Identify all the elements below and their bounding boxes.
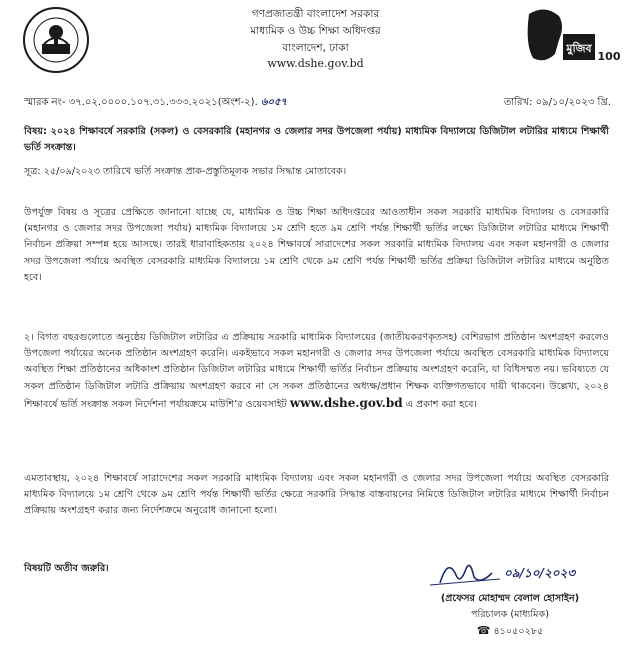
phone-number: ৪১০৫০২৮৫ (493, 626, 544, 637)
signatory-designation: পরিচালক (মাধ্যমিক) (471, 609, 549, 620)
signatory-phone (400, 623, 620, 640)
paragraph-2-website-link[interactable]: www.dshe.gov.bd (289, 395, 403, 410)
mujib-logo-text: মুজিব (566, 42, 592, 55)
signature-image (400, 555, 620, 591)
memo-date (504, 95, 611, 112)
urgent-note: বিষয়টি অতীব জরুরি। (24, 563, 109, 574)
subject-label: বিষয়: (24, 126, 47, 137)
source-reference: সূত্র: ২৫/০৯/২০২৩ তারিখে ভর্তি সংক্রান্ত প্রাক-প্রস্তুতিমূলক সভার সিদ্ধান্ত মোতাবেক। (24, 166, 347, 177)
header-directorate: মাধ্যমিক ও উচ্চ শিক্ষা অধিদপ্তর (250, 25, 381, 37)
header-location: বাংলাদেশ, ঢাকা (282, 42, 349, 54)
date-label: তারিখ: (503, 97, 533, 108)
mujib-100-logo (515, 4, 623, 74)
signature-block (400, 555, 620, 645)
header-website-link[interactable]: www.dshe.gov.bd (267, 57, 364, 70)
paragraph-2 (24, 330, 609, 413)
telephone-icon: ☎ (476, 624, 491, 637)
header-govt: গণপ্রজাতন্ত্রী বাংলাদেশ সরকার (251, 8, 380, 20)
paragraph-1: উপর্যুক্ত বিষয় ও সূত্রের প্রেক্ষিতে জানানো যাচ্ছে যে, মাধ্যমিক ও উচ্চ শিক্ষা অধিদপ্তরের আওতাধীন সকল সরকারি মাধ্যমিক বিদ্যালয় ও বেসরকারি (মহানগর ও জেলার সদর উপজেলা পর্যায়) মাধ্যমিক বিদ্যালয়ে ১ম শ্রেণি হতে ৯ম শ্রেণি পর্যন্ত শিক্ষার্থী ভর্তির লক্ষ্যে ডিজিটাল লটারির মাধ্যমে শিক্ষার্থী নির্বাচন প্রক্রিয়া সম্পন্ন হয়ে আসছে। তারই ধারাবাহিকতায় ২০২৪ শিক্ষাবর্ষে সারাদেশের সকল সরকারি মাধ্যমিক বিদ্যালয় এবং সকল মহানগরী ও জেলার সদর উপজেলা পর্যায়ে অবস্থিত বেসরকারি মাধ্যমিক বিদ্যালয়ে ১ম শ্রেণি থেকে ৯ম শ্রেণি পর্যন্ত শিক্ষার্থী ভর্তির প্রক্রিয়া ডিজিটাল লটারির মাধ্যমে অনুষ্ঠিত হবে। (24, 207, 609, 283)
memo-number-text: স্মারক নং- ৩৭.০২.০০০০.১০৭.৩১.৩৩৩.২০২১(অংশ-২). (24, 97, 258, 108)
signature-date: ০৯/১০/২০২৩ (504, 566, 576, 580)
signatory-name: (প্রফেসর মোহাম্মদ বেলাল হোসাইন) (440, 593, 580, 604)
paragraph-3: এমতাবস্থায়, ২০২৪ শিক্ষাবর্ষে সারাদেশের সকল সরকারি মাধ্যমিক বিদ্যালয় এবং সকল মহানগরী ও জেলার সদর উপজেলা পর্যায়ে অবস্থিত বেসরকারি মাধ্যমিক বিদ্যালয়ে ১ম শ্রেণি থেকে ৯ম শ্রেণি পর্যন্ত শিক্ষার্থী ভর্তির ক্ষেত্রে সরকারি সিদ্ধান্ত বাস্তবায়নের নিমিত্তে ডিজিটাল লটারির মাধ্যমে শিক্ষার্থী নির্বাচন প্রক্রিয়ায় অংশগ্রহণ করার জন্য নির্দেশক্রমে অনুরোধ জানানো হলো। (24, 473, 609, 517)
paragraph-2-end: এ প্রকাশ করা হবে। (405, 398, 477, 410)
paragraph-2-text: ২। বিগত বছরগুলোতে অনুষ্ঠেয় ডিজিটাল লটারির এ প্রক্রিয়ায় সরকারি মাধ্যমিক বিদ্যালয়ের (জাতীয়করণকৃতসহ) বেশিরভাগ প্রতিষ্ঠান অংশগ্রহণ করলেও উপজেলা পর্যায়ের অনেক প্রতিষ্ঠান অংশগ্রহণ করেনি। একইভাবে সকল মহানগরী ও জেলার সদর উপজেলা পর্যায়ে অবস্থিত বেসরকারি মাধ্যমিক বিদ্যালয়ে অবস্থিত শিক্ষা প্রতিষ্ঠানের অধিকাংশ প্রতিষ্ঠান ডিজিটাল লটারির মাধ্যমে শিক্ষার্থী ভর্তির নির্বাচন প্রক্রিয়ায় অংশগ্রহণ করেনি, যা বিধিসম্মত নয়। ভবিষ্যতে যে সকল প্রতিষ্ঠান ডিজিটাল লটারি প্রক্রিয়ায় অংশগ্রহণ করবে না সে সকল প্রতিষ্ঠানের অধ্যক্ষ/প্রধান শিক্ষক ব্যক্তিগতভাবে দায়ী থাকবেন। উল্লেখ্য, ২০২৪ শিক্ষাবর্ষে ভর্তি সংক্রান্ত সকল নির্দেশনা পর্যায়ক্রমে মাউশি’র ওয়েবসাইট (24, 332, 609, 410)
memo-number-handwritten: ৬০৫৭ (260, 97, 287, 108)
mujib-logo-years: 100 (597, 50, 621, 63)
subject-line (24, 124, 609, 156)
subject-text: ২০২৪ শিক্ষাবর্ষে সরকারি (সকল) ও বেসরকারি (মহানগর ও জেলার সদর উপজেলা পর্যায়) মাধ্যমিক বিদ্যালয়ে ডিজিটাল লটারির মাধ্যমে শিক্ষার্থী ভর্তি সংক্রান্ত। (24, 126, 609, 154)
memo-number (24, 95, 287, 112)
date-value: ০৯/১০/২০২৩ খ্রি. (535, 97, 611, 108)
